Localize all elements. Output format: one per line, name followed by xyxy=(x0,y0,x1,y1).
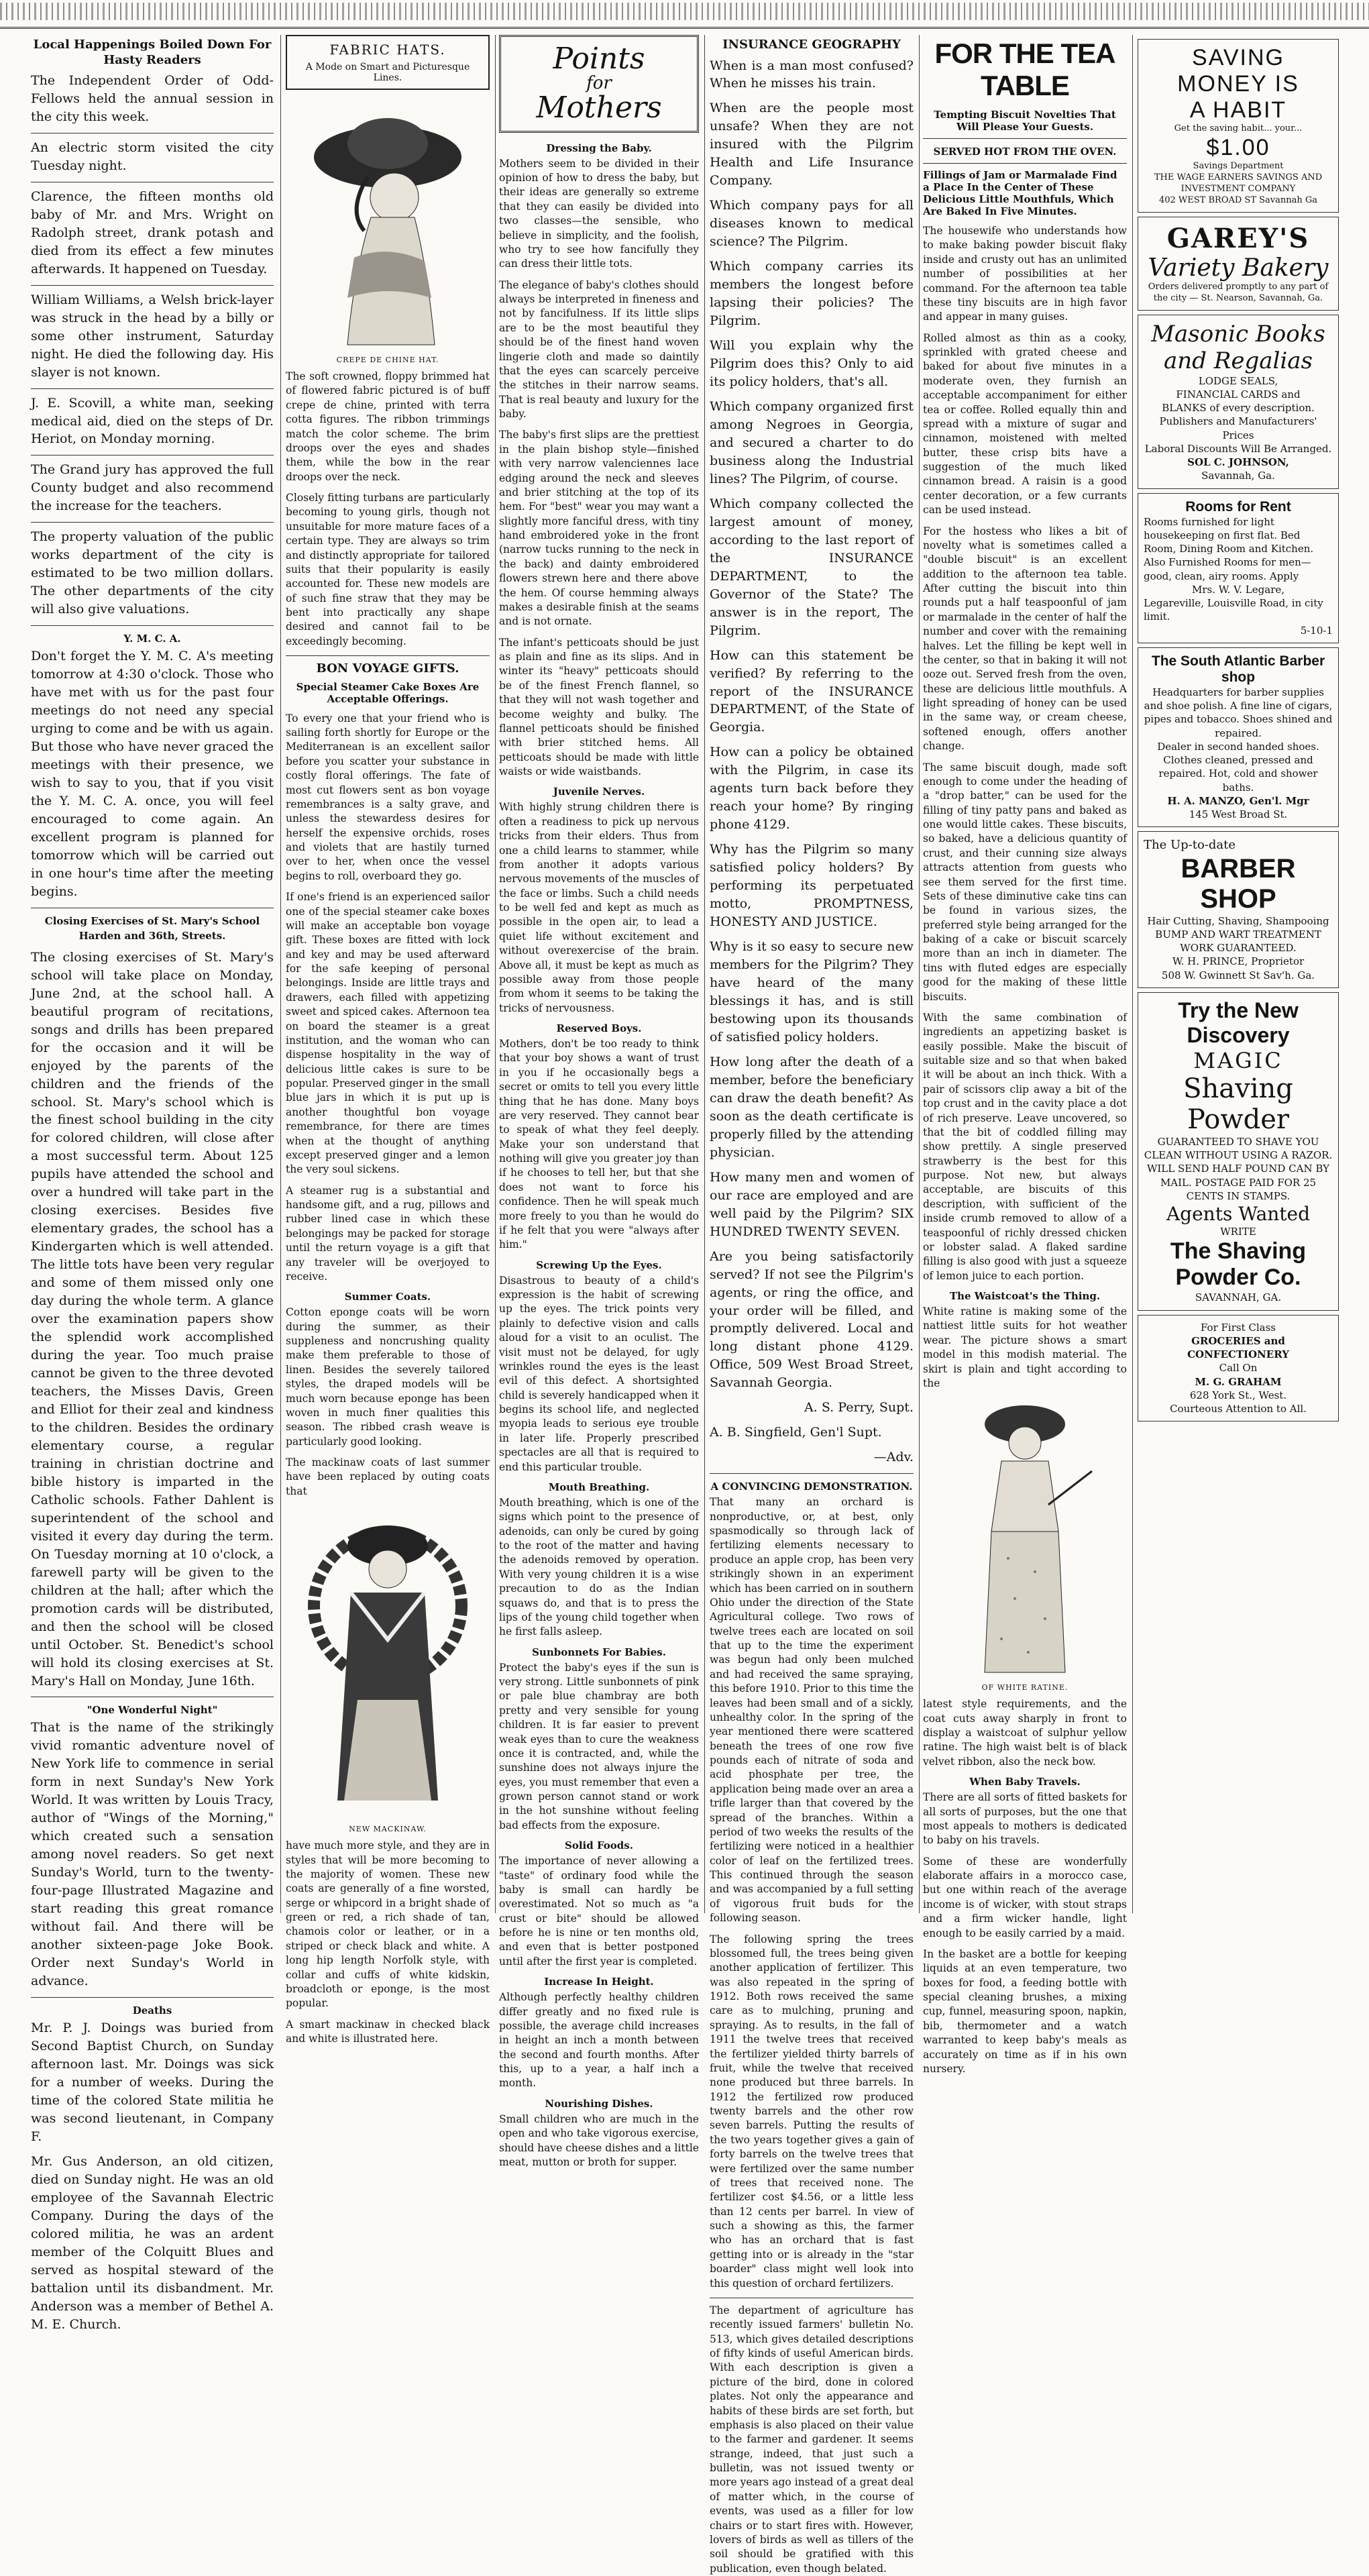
ad-barber-utd: The Up-to-date xyxy=(1144,838,1236,853)
article-insurance: Which company pays for all diseases known to medical science? The Pilgrim. xyxy=(710,198,914,250)
article-insurance: Which company collected the largest amount of money, according to the last report of the INSURANCE DEPARTMENT, to the Governor of the State? The answer is in the report, The Pilgrim. xyxy=(710,496,914,638)
headline-ymca: Y. M. C. A. xyxy=(123,633,181,645)
ad-garey-title: GAREY'S xyxy=(1166,222,1310,254)
ad-masonic-books xyxy=(1138,315,1339,489)
column-rule xyxy=(1132,35,1133,1913)
article-sunbonnets: Protect the baby's eyes if the sun is very strong. Little sunbonnets of pink or pale blue chambray are both pretty and very sensible for young children. It is far easier to prevent weak eyes than to cure the weakness once it is contracted, and, while the sunshine does not always injure the eyes, you must remember that even a grown person cannot stand or work in the hot sunshine without feeling bad effects from the exposure. xyxy=(499,1661,699,1831)
ad-saving-small: Get the saving habit... your... xyxy=(1174,123,1303,134)
article-dressing-baby: The baby's first slips are the prettiest in the plain bishop style—finished with very narrow valenciennes lace edging around the neck and sleeves and brier stitching at the top of its hem. For "best" wear you may want a slightly more fanciful dress, with tiny hand embroidered yoke in the front (narrow tucks running to the neck in the back) and dainty embroidered flowers strewn here and there above the hem. Of course hemming always makes a desirable finish at the seams and is not ornate. xyxy=(499,429,699,628)
article-solid-foods: The importance of never allowing a "taste" of ordinary food while the baby is small can hardly be overestimated. Not so much as "a crust or bite" should be allowed before he is nine or ten months old, and even that is better postponed until after the first year is completed. xyxy=(499,1855,699,1968)
headline-solid-foods: Solid Foods. xyxy=(565,1839,633,1852)
ad-groc-l3: Call On xyxy=(1219,1362,1258,1375)
column-points-for-mothers xyxy=(499,35,699,2168)
points-for-mothers-headbox xyxy=(499,35,699,133)
article-demonstration: That many an orchard is nonproductive, or, at best, only spasmodically so through lack of fertilizing elements necessary to produce an apple crop, has been very strikingly shown in an experiment which has been carried on in southern Ohio under the direction of the State Agricultural college. Two rows of twelve trees each are located on soil that up to the time the experiment was begun had only been mulched and had received the same spraying, this before 1910. Prior to this time the leaves had been small and of a sickly, unhealthy color. In the spring of the year mentioned there were scattered beneath the trees of one row five pounds each of nitrate of soda and acid phosphate per tree, the application being made over an area a trifle larger than that covered by the spread of the branches. Within a period of two weeks the results of the fertilizing were noticed in a healthier color of leaf on the fertilized trees. This continued through the season and was accompanied by a full setting of vigorous fruit buds for the following season. xyxy=(710,1496,914,1925)
article-waistcoat: White ratine is making some of the nattiest little suits for hot weather wear. The picture shows a smart model in this modish material. The skirt is plain and tight according to the xyxy=(923,1305,1127,1389)
article-summer-coats: The mackinaw coats of last summer have been replaced by outing coats that xyxy=(286,1456,490,1497)
article-hat: Closely fitting turbans are particularly becoming to young girls, though not unsuitable for more mature faces of a certain type. They are always so trim and distinctly appropriate for tailored suits that their popularity is easily accounted for. These new models are of such fine straw that they may be bent into practically any shape desired and cannot fail to be exceedingly becoming. xyxy=(286,492,490,647)
article-tea-table: The same biscuit dough, made soft enough to come under the heading of a "drop batter," can be used for the filling of tiny patty pans and baked as one would little cakes. These biscuits, so baked, have a delicious quantity of crust, and their cunning size always attracts attention from guests who see them served for the first time. Sets of these diminutive cake tins can be found in various sizes, the preferred style being arranged for the baking of a cake or biscuit scarcely more than an inch in diameter. The tins with fluted edges are especially good for the making of these little biscuits. xyxy=(923,761,1127,1003)
ad-rent-name: Mrs. W. V. Legare, xyxy=(1191,583,1285,596)
article-insurance: When are the people most unsafe? When they are not insured with the Pilgrim Health and Life Insurance Company. xyxy=(710,101,914,189)
ad-sa-address: 145 West Broad St. xyxy=(1189,808,1288,821)
ad-guarantee: GUARANTEED TO SHAVE YOU CLEAN WITHOUT USING A RAZOR. WILL SEND HALF POUND CAN BY MAIL. POSTAGE PAID FOR 25 CENTS IN STAMPS. xyxy=(1144,1135,1333,1202)
ad-barber-shop xyxy=(1138,831,1339,988)
column-rule xyxy=(919,35,920,1913)
subhead-served-hot: SERVED HOT FROM THE OVEN. xyxy=(933,146,1117,158)
caption-crepe-hat: CREPE DE CHINE HAT. xyxy=(336,356,439,364)
article-insurance: Why has the Pilgrim so many satisfied policy holders? By performing its perpetuated motto, PROMPTNESS, HONESTY AND JUSTICE. xyxy=(710,842,914,930)
news-item: The Grand jury has approved the full County budget and also recommend the increase for the teachers. xyxy=(31,462,274,514)
article-tea-table: For the hostess who likes a bit of novelty what is sometimes called a "double biscuit" is an excellent addition to the afternoon tea table. After cutting the biscuit into thin rounds put a half teaspoonful of jam or marmalade in the center of half the number and cover with the remaining halves. Let the filling be kept well in the center, so that in baking it will not ooze out. Served fresh from the oven, these are delicious little mouthfuls. A light spreading of honey can be used in the same way, or cream cheese, softened enough, offers another change. xyxy=(923,525,1127,753)
article-insurance: Why is it so easy to secure new members for the Pilgrim? They have heard of the many blessings it has, and is still bestowing upon its thousands of satisfied policy holders. xyxy=(710,939,914,1044)
ad-saving-address: 402 WEST BROAD ST Savannah Ga xyxy=(1158,195,1318,205)
article-insurance: How long after the death of a member, before the beneficiary can draw the death benefit? As soon as the death certificate is properly filled by the attending physician. xyxy=(710,1054,914,1160)
headline-baby-travels: When Baby Travels. xyxy=(969,1776,1081,1788)
headline-st-marys: Closing Exercises of St. Mary's School xyxy=(44,914,260,927)
news-item: An electric storm visited the city Tuesday night. xyxy=(31,140,274,173)
article-mackinaw: A smart mackinaw in checked black and white is illustrated here. xyxy=(286,2018,490,2045)
headline-reserved-boys: Reserved Boys. xyxy=(556,1022,642,1035)
column-advertisements xyxy=(1138,35,1339,1913)
ad-masonic-l2: FINANCIAL CARDS and xyxy=(1176,388,1301,400)
article-baby-travels: In the basket are a bottle for keeping liquids at an even temperature, two boxes for food, a feeding bottle with special cleaning brushes, a mixing cup, funnel, measuring spoon, napkin, bib, thermometer and a watch warranted to keep baby's meals as accurately on time as if in his own nursery. xyxy=(923,1947,1127,2075)
headline-deaths: Deaths xyxy=(132,2004,172,2017)
headline-screwing-eyes: Screwing Up the Eyes. xyxy=(536,1258,662,1271)
headline-one-wonderful-night: "One Wonderful Night" xyxy=(87,1704,218,1717)
ad-shaving-powder: Shaving Powder xyxy=(1183,1073,1293,1135)
article-dressing-baby: The infant's petticoats should be just as plain and fine as its slips. And in winter its "heavy" petticoats should be of the finest French flannel, so that they will not wash together and become weighty and bulky. The flannel petticoats should be finished with brier stitched hems. All petticoats should be made with little waists or wide waistbands. xyxy=(499,636,699,778)
ratine-suit-illustration xyxy=(948,1397,1102,1679)
subhead-st-marys: Harden and 36th, Streets. xyxy=(78,929,226,942)
ad-masonic-l3: BLANKS of every description. xyxy=(1162,402,1315,415)
ad-barber-l3: WORK GUARANTEED. xyxy=(1180,942,1297,955)
article-insurance: Which company carries its members the longest before lapsing their policies? The Pilgrim. xyxy=(710,259,914,329)
signature-perry: A. S. Perry, Supt. xyxy=(804,1400,914,1415)
ad-masonic-line1: Masonic Books xyxy=(1151,320,1325,347)
article-demonstration: The following spring the trees blossomed full, the trees being given another application of fertilizer. This was also repeated in the spring of 1912. Both rows received the same care as to mulching, pruning and spraying. As to results, in the fall of 1911 the twelve trees that received the fertilizer yielded thirty barrels of fruit, while the twelve that received none produced but three barrels. In 1912 the fertilized row produced twenty barrels and the other row seven barrels. Putting the results of the two years together gives a gain of forty barrels on the twelve trees that were fertilized over the same number of trees that received none. The fertilizer cost $4.56, or a little less than 12 cents per barrel. In view of such a showing as this, the farmer who has an orchard that is fast getting into or is already in the "star boarder" class might well look into this question of orchard fertilizers. xyxy=(710,1933,914,2290)
ad-groc-l1: For First Class xyxy=(1200,1321,1276,1334)
ad-company: The Shaving Powder Co. xyxy=(1170,1238,1307,1291)
article-hat: The soft crowned, floppy brimmed hat of flowered fabric pictured is of buff crepe de chine, printed with terra cotta figures. The ribbon trimmings match the color scheme. The brim droops over the eyes and shades them, while the bow in the rear droops over the neck. xyxy=(286,370,490,483)
headline-nourishing-dishes: Nourishing Dishes. xyxy=(545,2097,653,2110)
column-local-happenings xyxy=(31,35,274,2332)
headline-fabric-hats: FABRIC HATS. xyxy=(329,42,446,58)
article-bird-bulletin: The department of agriculture has recently issued farmers' bulletin No. 513, which gives detailed descriptions of fifty kinds of useful American birds. With each description is given a picture of the bird, done in colored plates. Not only the appearance and habits of these birds are set forth, but emphasis is also placed on their value to the farmer and gardener. It seems strange, indeed, that just such a bulletin, was not issued twenty or more years ago instead of a great deal of matter which, in the course of events, was used as a filler for low chairs or to start fires with. However, lovers of birds as well as tillers of the soil should be gratified with this publication, even though belated. xyxy=(710,2304,914,2575)
ad-garey-bakery xyxy=(1138,217,1339,311)
headline-for: for xyxy=(586,73,612,94)
headline-sunbonnets: Sunbonnets For Babies. xyxy=(532,1646,666,1658)
article-one-wonderful-night: That is the name of the strikingly vivid romantic adventure novel of New York life to commence in serial form in next Sunday's New York World. It was written by Louis Tracy, author of "Wings of the Morning," which created such a sensation among novel readers. So get next Sunday's World, turn to the twenty-four-page Illustrated Magazine and start reading this great romance without fail. And there will be another sixteen-page Joke Book. Order next Sunday's World in advance. xyxy=(31,1720,274,1989)
headline-points: Points xyxy=(553,42,645,76)
ad-saving-dept: Savings Department xyxy=(1193,161,1284,172)
ad-sa-text2: Dealer in second handed shoes. Clothes cleaned, pressed and repaired. Hot, cold and shower baths. xyxy=(1157,740,1319,794)
ad-sa-text: Headquarters for barber supplies and shoe polish. A fine line of cigars, pipes and tobacco. Shoes shined and repaired. xyxy=(1144,686,1333,739)
ad-masonic-line2: and Regalias xyxy=(1164,347,1313,374)
news-item: Clarence, the fifteen months old baby of Mr. and Mrs. Wright on Radolph street, drank potash and died from its effect a few minutes afterwards. It happened on Tuesday. xyxy=(31,189,274,276)
article-bon-voyage: To every one that your friend who is sailing forth shortly for Europe or the Mediterranean is an excellent sailor before you scatter your substance in costly floral offerings. The fate of most cut flowers sent as bon voyage remembrances is a salty grave, and unless the stewardess desires for herself the expensive orchids, roses and violets that are hastily turned over to her, when once the vessel begins to roll, overboard they go. xyxy=(286,712,490,882)
ad-garey-small: Orders delivered promptly to any part of the city — St. Nearson, Savannah, Ga. xyxy=(1148,281,1329,303)
article-juvenile-nerves: With highly strung children there is often a readiness to pick up nervous tricks from their elders. Thus from one a child learns to stammer, while from another it adopts various nervous movements of the muscles of the face or limbs. Such a child needs to be well fed and kept as much as possible in the open air, to lead a quiet life without excitement and without overexercise of the brain. Above all, it must be kept as much as possible away from those people from whom it seems to be taking the tricks of nervousness. xyxy=(499,801,699,1014)
subhead-fabric-hats: A Mode on Smart and Picturesque Lines. xyxy=(305,62,470,83)
ad-saving-line3: A HABIT xyxy=(1189,97,1287,123)
subhead-fillings: Fillings of Jam or Marmalade Find a Place In the Center of These Delicious Little Mouthfuls, Which Are Baked In Five Minutes. xyxy=(923,169,1117,217)
column-fabric-hats xyxy=(286,35,490,2045)
masthead-ink xyxy=(0,3,1369,20)
article-increase-height: Although perfectly healthy children differ greatly and no fixed rule is possible, the average child increases in height an inch a month between the second and fourth months. After this, up to a year, a half inch a month. xyxy=(499,1991,699,2090)
article-tea-table: With the same combination of ingredients an appetizing basket is easily possible. Make the biscuit of suitable size and so that when baked it will be about an inch thick. With a pair of scissors clip away a bit of the top crust and in the cavity place a dot of rich preserve. Leave uncovered, so that the bit of coddled filling may show prettily. A single preserved strawberry is the best for this purpose. Not new, but always acceptable, are biscuits of this description, with sufficient of the inside crumb removed to allow of a teaspoonful of richly dressed chicken or lobster salad. A flaked sardine filling is also good with just a squeeze of lemon juice to each portion. xyxy=(923,1011,1127,1282)
article-baby-travels: Some of these are wonderfully elaborate affairs in a morocco case, but one within reach of the average income is of wicker, with stout straps and a firm wicker handle, light enough to be easily carried by a maid. xyxy=(923,1855,1127,1939)
headline-juvenile-nerves: Juvenile Nerves. xyxy=(553,786,645,798)
masthead-strip xyxy=(0,0,1369,29)
ad-write: WRITE xyxy=(1220,1226,1256,1238)
headline-mothers: Mothers xyxy=(536,91,662,125)
article-reserved-boys: Mothers, don't be too ready to think that your boy shows a want of trust in you if he occasionally begs a secret or omits to tell you every little thing that he has done. Many boys are very reserved. They cannot bear to speak of what they feel deeply. Make your son understand that nothing will give you greater joy than if he chooses to tell her, but that she does not want to force his confidence. Then he will speak much more freely to you than he would do if he felt that you were "always after him." xyxy=(499,1038,699,1251)
article-baby-travels: There are all sorts of fitted baskets for all sorts of purposes, but the one that most appeals to mothers is dedicated to baby on his travels. xyxy=(923,1791,1127,1847)
ad-barber-title: BARBER SHOP xyxy=(1181,853,1296,914)
article-insurance: How many men and women of our race are employed and are well paid by the Pilgrim? SIX HUNDRED TWENTY SEVEN. xyxy=(710,1169,914,1239)
headline-dressing-baby: Dressing the Baby. xyxy=(546,142,652,154)
subhead-bon-voyage: Special Steamer Cake Boxes Are Acceptable Offerings. xyxy=(296,680,480,705)
column-rule xyxy=(495,35,496,1913)
ad-saving-bank: THE WAGE EARNERS SAVINGS AND INVESTMENT COMPANY xyxy=(1154,172,1323,195)
hat-illustration xyxy=(307,97,468,352)
ad-company-city: SAVANNAH, GA. xyxy=(1195,1291,1282,1304)
article-dressing-baby: Mothers seem to be divided in their opinion of how to dress the baby, but their ideas are generally so extreme that they can easily be divided into two classes—the sensible, who believe in simplicity, and the foolish, who try to see how fancifully they can dress their little tots. xyxy=(499,157,699,270)
ad-masonic-city: Savannah, Ga. xyxy=(1201,470,1275,482)
ad-masonic-l4: Publishers and Manufacturers' Prices xyxy=(1159,415,1317,441)
ad-masonic-l5: Laboral Discounts Will Be Arranged. xyxy=(1144,442,1332,455)
article-mackinaw: have much more style, and they are in styles that will be more becoming to the majority of women. These new coats are generally of a fine worsted, serge or whipcord in a bright shade of green or red, a rich shade of tan, chamois color or leather, or in a striped or check black and white. A long hip length Norfolk style, with collar and cuffs of white kidskin, broadcloth or eponge, is the most popular. xyxy=(286,1839,490,2010)
adv-mark: —Adv. xyxy=(873,1450,914,1465)
article-screwing-eyes: Disastrous to beauty of a child's expression is the habit of screwing up the eyes. The trick points very plainly to defective vision and calls aloud for a visit to an oculist. The visit must not be delayed, for ugly wrinkles round the eyes is the least evil of this defect. A shortsighted child is severely handicapped when it begins its school life, and neglected myopia leads to serious eye trouble in later life. Properly prescribed spectacles are all that is required to end this particular trouble. xyxy=(499,1274,699,1473)
ad-barber-l1: Hair Cutting, Shaving, Shampooing xyxy=(1147,914,1329,927)
ad-barber-name: W. H. PRINCE, Proprietor xyxy=(1172,955,1305,968)
ad-rent-date: 5-10-1 xyxy=(1300,624,1333,637)
article-waistcoat: latest style requirements, and the coat cuts away sharply in front to display a waistcoat of sulphur yellow ratine. The high waist belt is of black velvet ribbon, also the neck bow. xyxy=(923,1698,1127,1768)
headline-tea-table: FOR THE TEA TABLE xyxy=(934,38,1115,101)
article-tea-table: Rolled almost as thin as a cooky, sprinkled with grated cheese and baked for about five minutes in a moderate oven, they furnish an acceptable accompaniment for either tea or coffee. Rolled equally thin and spread with a mixture of sugar and cinnamon, moistened with melted butter, these crisp bits have a suggestion of the much liked cinnamon bread. A raisin is a good center decoration, or a few currants can be used instead. xyxy=(923,331,1127,517)
headline-convincing-demonstration: A CONVINCING DEMONSTRATION. xyxy=(710,1481,913,1493)
ad-graham-groceries xyxy=(1138,1315,1339,1422)
article-deaths: Mr. Gus Anderson, an old citizen, died on Sunday night. He was an old employee of the Savannah Electric Company. During the days of the colored militia, he was an ardent member of the Colquitt Blues and served as hospital steward of the battalion until its disbandment. Mr. Anderson was a member of Bethel A. M. E. Church. xyxy=(31,2153,274,2332)
ad-rent-title: Rooms for Rent xyxy=(1185,498,1291,515)
article-insurance: How can a policy be obtained with the Pilgrim, in case its agents turn back before they reach your home? By ringing phone 4129. xyxy=(710,745,914,833)
news-item: William Williams, a Welsh brick-layer was struck in the head by a billy or some other instrument, Saturday night. He died the following day. His slayer is not known. xyxy=(31,292,274,380)
article-insurance: When is a man most confused? When he misses his train. xyxy=(710,58,914,91)
caption-new-mackinaw: NEW MACKINAW. xyxy=(349,1825,427,1834)
fabric-hats-headbox xyxy=(286,35,490,90)
headline-summer-coats: Summer Coats. xyxy=(344,1291,431,1303)
article-ymca: Don't forget the Y. M. C. A's meeting tomorrow at 4:30 o'clock. Those who have met with us for the past four meetings do not need any special urging to come and be with us again. But those who have never graced the meetings with their presence, we wish to say to you, that if you visit the Y. M. C. A. once, you will feel encouraged to come again. An excellent program is planned for tomorrow which will be carried out in one hour's time after the meeting begins. xyxy=(31,649,274,899)
ad-magic: MAGIC xyxy=(1193,1047,1283,1073)
ad-rent-address: Legareville, Louisville Road, in city limit. xyxy=(1144,597,1323,623)
article-tea-table: The housewife who understands how to make baking powder biscuit flaky inside and crusty out has an unlimited number of possibilities at her command. For the afternoon tea table these tiny biscuits are in high favor and appear in many guises. xyxy=(923,225,1127,323)
headline-mouth-breathing: Mouth Breathing. xyxy=(548,1481,650,1493)
column-insurance xyxy=(710,35,914,2575)
column-rule xyxy=(280,35,281,1913)
caption-white-ratine: OF WHITE RATINE. xyxy=(981,1683,1069,1693)
news-item: J. E. Scovill, a white man, seeking medical aid, died on the steps of Dr. Heriot, on Monday morning. xyxy=(31,395,274,447)
ad-magic-shaving-powder xyxy=(1138,992,1339,1311)
article-bon-voyage: If one's friend is an experienced sailor one of the special steamer cake boxes will make an acceptable bon voyage gift. These boxes are fitted with lock and key and may be used afterward for the safe keeping of personal belongings. Inside are little trays and drawers, each filled with appetizing sweet and spiced cakes. Afternoon tea on board the steamer is a great institution, and the woman who can dispense hospitality in the way of delicious little cakes is sure to be popular. Preserved ginger in the small blue jars in which it is put up is another thoughtful bon voyage remembrance, for there are times when at the thought of anything except preserved ginger and a lemon the very soul sickens. xyxy=(286,891,490,1176)
ad-saving-line1: SAVING xyxy=(1192,45,1284,70)
signature-singfield: A. B. Singfield, Gen'l Supt. xyxy=(710,1425,882,1440)
column-tea-table xyxy=(923,35,1127,2075)
ad-groc-name: M. G. GRAHAM xyxy=(1195,1375,1282,1388)
headline-bon-voyage: BON VOYAGE GIFTS. xyxy=(316,661,459,676)
ad-try-title: Try the New Discovery xyxy=(1178,998,1299,1047)
ad-barber-l2: BUMP AND WART TREATMENT xyxy=(1155,928,1321,941)
ad-rooms-for-rent xyxy=(1138,493,1339,643)
article-insurance: Which company organized first among Negroes in Georgia, and secured a charter to do business along the Industrial lines? The Pilgrim, of course. xyxy=(710,398,914,486)
article-insurance: How can this statement be verified? By referring to the report of the INSURANCE DEPARTMENT, of the State of Georgia. xyxy=(710,647,914,735)
article-nourishing-dishes: Small children who are much in the open and who take vigorous exercise, should have cheese dishes and a little meat, mutton or broth for supper. xyxy=(499,2112,699,2168)
headline-increase-height: Increase In Height. xyxy=(544,1976,654,1988)
news-item: The property valuation of the public works department of the city is estimated to be two million dollars. The other departments of the city will also give valuations. xyxy=(31,529,274,617)
article-mouth-breathing: Mouth breathing, which is one of the signs which point to the presence of adenoids, can only be cured by going to the root of the matter and having the adenoids removed by operation. With very young children it is a wise precaution to do as the Indian squaws do, and that is to press the lips of the young child together when he first falls asleep. xyxy=(499,1496,699,1638)
ad-sa-manager: H. A. MANZO, Gen'l. Mgr xyxy=(1167,794,1309,807)
ad-rent-text: Rooms furnished for light housekeeping on first flat. Bed Room, Dining Room and Kitchen. Also Furnished Rooms for men—good, clean, airy rooms. Apply xyxy=(1144,515,1314,582)
ad-variety-bakery: Variety Bakery xyxy=(1148,254,1329,282)
ad-saving-amount: $1.00 xyxy=(1206,135,1270,161)
article-deaths: Mr. P. J. Doings was buried from Second Baptist Church, on Sunday afternoon last. Mr. Doings was sick for a number of weeks. During the time of the colored State militia he was second lieutenant, in Company F. xyxy=(31,2021,274,2144)
mackinaw-illustration xyxy=(297,1505,478,1821)
subhead-tea-table: Tempting Biscuit Novelties That Will Please Your Guests. xyxy=(934,109,1116,133)
ad-barber-address: 508 W. Gwinnett St Sav'h. Ga. xyxy=(1161,969,1315,981)
ad-sa-title: The South Atlantic Barber shop xyxy=(1151,653,1325,685)
ad-groc-address: 628 York St., West. xyxy=(1189,1389,1287,1401)
column-rule xyxy=(704,35,705,1913)
ad-saving-money xyxy=(1138,39,1339,213)
ad-saving-line2: MONEY IS xyxy=(1177,71,1299,97)
headline-waistcoat: The Waistcoat's the Thing. xyxy=(949,1290,1101,1302)
article-insurance: Are you being satisfactorily served? If not see the Pilgrim's agents, or ring the office, and your order will be filled, and promptly delivered. Local and long distant phone 4129. Office, 509 West Broad Street, Savannah Georgia. xyxy=(710,1248,914,1391)
ad-groc-l2: GROCERIES and CONFECTIONERY xyxy=(1187,1334,1289,1361)
ad-south-atlantic-barber xyxy=(1138,647,1339,828)
headline-local-happenings: Local Happenings Boiled Down For Hasty Readers xyxy=(33,38,272,67)
headline-insurance-geography: INSURANCE GEOGRAPHY xyxy=(722,38,901,52)
article-dressing-baby: The elegance of baby's clothes should always be interpreted in fineness and not by fancifulness. If its little slips are to be the most beautiful they should be of the finest hand woven lingerie cloth and made so daintily that the eyes can scarcely perceive the stitches in their narrow seams. That is real beauty and luxury for the baby. xyxy=(499,278,699,421)
article-bon-voyage: A steamer rug is a substantial and handsome gift, and a rug, pillows and rubber lined case in which these belongings may be packed for storage until the return voyage is a gift that any traveler will be overjoyed to receive. xyxy=(286,1184,490,1283)
news-item: The Independent Order of Odd-Fellows held the annual session in the city this week. xyxy=(31,73,274,124)
ad-groc-l4: Courteous Attention to All. xyxy=(1170,1403,1307,1415)
ad-masonic-l1: LODGE SEALS, xyxy=(1198,374,1278,387)
article-st-marys: The closing exercises of St. Mary's school will take place on Monday, June 2nd, at the school hall. A beautiful program of recitations, songs and drills has been prepared for the occasion and it will be enjoyed by the parents of the children and the friends of the school. St. Mary's school which is the finest school building in the city for colored children, will close after a most successful term. About 125 pupils have attended the school and over a hundred will take part in the closing exercises. Besides five elementary grades, the school has a Kindergarten which is well attended. The little tots have been very regular and some of them missed only one day during the whole term. A glance over the examination papers show the splendid work accomplished during the year. Too much praise cannot be given to the three devoted teachers, the Misses Davis, Green and Elliot for their zeal and kindness to the children. Besides the ordinary elementary course, a regular training in christian doctrine and bible history is imparted in the Catholic schools. Father Dahlent is superintendent of the school and visited it every day during the term. On Tuesday morning at 10 o'clock, a farewell party will be given to the children at the hall; after which the promotion cards will be distributed, and then the school will be closed until October. St. Benedict's school will hold its closing exercises at St. Mary's Hall on Monday, June 16th. xyxy=(31,949,274,1688)
ad-masonic-name: SOL C. JOHNSON, xyxy=(1187,456,1289,469)
article-insurance: Will you explain why the Pilgrim does this? Only to aid its policy holders, that's all. xyxy=(710,338,914,389)
article-summer-coats: Cotton eponge coats will be worn during the summer, as their suppleness and noncrushing quality make them preferable to those of linen. Besides the severely tailored styles, the draped models will be much worn because eponge has been woven in much finer qualities this season. The ribbed crash weave is particularly good looking. xyxy=(286,1306,490,1448)
ad-agents-wanted: Agents Wanted xyxy=(1166,1203,1311,1226)
